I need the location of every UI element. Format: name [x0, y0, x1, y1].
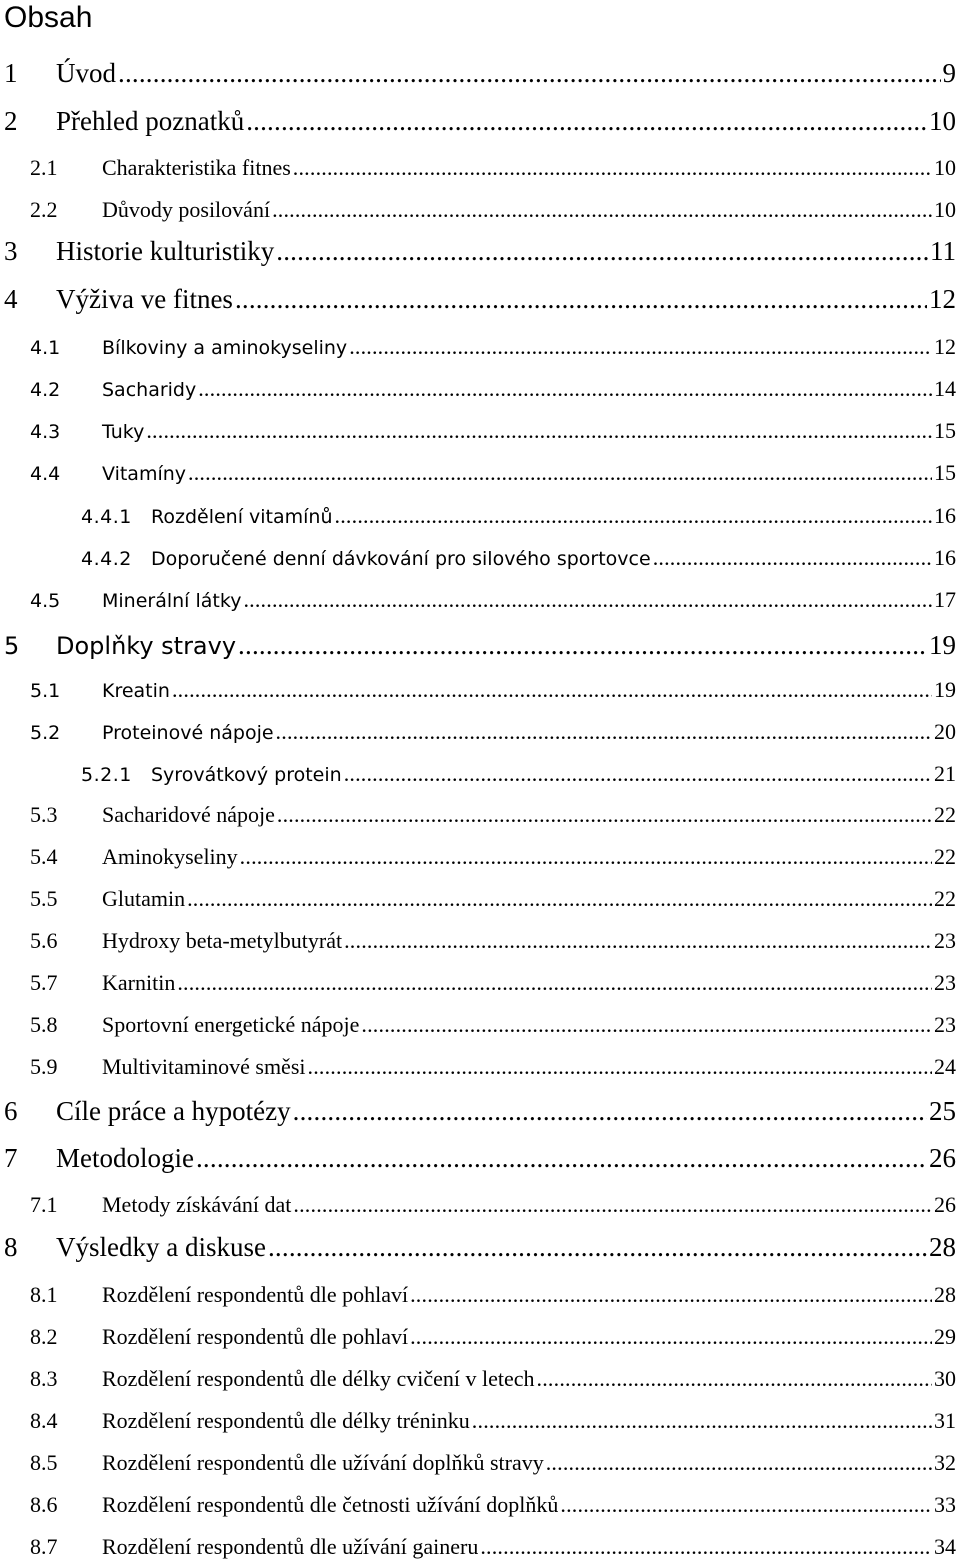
entry-title: Doporučené denní dávkování pro silového sportovce [151, 548, 651, 570]
dot-leader [177, 970, 932, 996]
toc-entry-8-2[interactable] [0, 1324, 956, 1350]
entry-title: Sacharidy [102, 379, 197, 401]
dot-leader [410, 1282, 932, 1308]
dot-leader [276, 236, 928, 267]
entry-page: 16 [934, 503, 956, 528]
entry-number: 8.2 [30, 1324, 58, 1349]
entry-page: 20 [934, 719, 956, 744]
entry-page: 22 [934, 802, 956, 827]
entry-title: Sacharidové nápoje [102, 802, 275, 827]
entry-number: 4.4 [30, 463, 61, 485]
entry-title: Výživa ve fitnes [56, 284, 233, 314]
toc-entry-1[interactable] [0, 58, 956, 89]
entry-number: 5 [4, 632, 20, 660]
entry-title: Rozdělení respondentů dle užívání doplňků stravy [102, 1450, 544, 1475]
toc-entry-4-4-2[interactable] [0, 545, 956, 571]
toc-entry-8-1[interactable] [0, 1282, 956, 1308]
entry-page: 17 [934, 587, 956, 612]
entry-title: Tuky [102, 421, 145, 443]
toc-entry-5-3[interactable] [0, 802, 956, 828]
dot-leader [187, 886, 932, 912]
toc-entry-5-7[interactable] [0, 970, 956, 996]
entry-page: 28 [929, 1232, 956, 1262]
dot-leader [118, 58, 941, 89]
entry-title: Rozdělení respondentů dle délky cvičení v letech [102, 1366, 535, 1391]
toc-entry-8-7[interactable] [0, 1534, 956, 1560]
dot-leader [198, 376, 932, 402]
entry-number: 5.4 [30, 844, 58, 869]
dot-leader [344, 761, 932, 787]
entry-title: Metody získávání dat [102, 1192, 292, 1217]
entry-number: 1 [4, 58, 18, 88]
entry-title: Důvody posilování [102, 197, 271, 222]
entry-page: 10 [929, 106, 956, 136]
entry-page: 15 [934, 418, 956, 443]
dot-leader [246, 106, 927, 137]
dot-leader [272, 197, 932, 223]
entry-number: 2 [4, 106, 18, 136]
dot-leader [293, 155, 932, 181]
entry-title: Rozdělení respondentů dle pohlaví [102, 1324, 409, 1349]
toc-entry-5-9[interactable] [0, 1054, 956, 1080]
entry-page: 9 [942, 58, 956, 88]
dot-leader [293, 1192, 932, 1218]
entry-page: 19 [929, 630, 956, 660]
dot-leader [196, 1143, 927, 1174]
entry-number: 4.4.1 [81, 506, 132, 528]
dot-leader [653, 545, 932, 571]
entry-number: 7.1 [30, 1192, 58, 1217]
page-title: Obsah [4, 1, 93, 34]
toc-entry-8-3[interactable] [0, 1366, 956, 1392]
entry-title: Karnitin [102, 970, 176, 995]
entry-page: 12 [929, 284, 956, 314]
entry-page: 24 [934, 1054, 956, 1079]
entry-number: 8.1 [30, 1282, 58, 1307]
entry-title: Kreatin [102, 680, 170, 702]
toc-entry-8-5[interactable] [0, 1450, 956, 1476]
entry-page: 22 [934, 886, 956, 911]
entry-title: Bílkoviny a aminokyseliny [102, 337, 348, 359]
entry-title: Rozdělení respondentů dle četnosti užívání doplňků [102, 1492, 559, 1517]
toc-entry-5-2-1[interactable] [0, 761, 956, 787]
entry-title: Vitamíny [102, 463, 187, 485]
dot-leader [238, 630, 927, 661]
entry-title: Rozdělení respondentů dle užívání gaineru [102, 1534, 479, 1559]
entry-number: 8.4 [30, 1408, 58, 1433]
toc-entry-4-4[interactable] [0, 460, 956, 486]
entry-number: 4.5 [30, 590, 61, 612]
dot-leader [546, 1450, 932, 1476]
entry-title: Metodologie [56, 1143, 194, 1173]
toc-entry-5-5[interactable] [0, 886, 956, 912]
dot-leader [268, 1232, 927, 1263]
entry-page: 34 [934, 1534, 956, 1559]
entry-page: 22 [934, 844, 956, 869]
entry-title: Historie kulturistiky [56, 236, 275, 266]
entry-page: 14 [934, 376, 956, 401]
entry-page: 23 [934, 1012, 956, 1037]
toc-entry-8-6[interactable] [0, 1492, 956, 1518]
dot-leader [293, 1096, 927, 1127]
entry-number: 5.9 [30, 1054, 58, 1079]
dot-leader [560, 1492, 932, 1518]
entry-title: Hydroxy beta-metylbutyrát [102, 928, 343, 953]
entry-number: 8.3 [30, 1366, 58, 1391]
toc-entry-6[interactable] [0, 1096, 956, 1127]
dot-leader [146, 418, 932, 444]
toc-entry-5-1[interactable] [0, 677, 956, 703]
entry-page: 31 [934, 1408, 956, 1433]
dot-leader [472, 1408, 932, 1434]
entry-title: Minerální látky [102, 590, 242, 612]
toc-entry-7-1[interactable] [0, 1192, 956, 1218]
entry-page: 32 [934, 1450, 956, 1475]
entry-page: 26 [934, 1192, 956, 1217]
entry-title: Proteinové nápoje [102, 722, 274, 744]
toc-entry-5-6[interactable] [0, 928, 956, 954]
entry-page: 25 [929, 1096, 956, 1126]
dot-leader [243, 587, 932, 613]
entry-number: 8 [4, 1232, 18, 1262]
entry-title: Aminokyseliny [102, 844, 238, 869]
entry-number: 5.3 [30, 802, 58, 827]
dot-leader [335, 503, 932, 529]
entry-title: Multivitaminové směsi [102, 1054, 306, 1079]
entry-title: Rozdělení vitamínů [151, 506, 333, 528]
toc-entry-8[interactable] [0, 1232, 956, 1263]
entry-number: 3 [4, 236, 18, 266]
toc-entry-3[interactable] [0, 236, 956, 267]
dot-leader [277, 802, 932, 828]
entry-page: 23 [934, 928, 956, 953]
entry-page: 12 [934, 334, 956, 359]
entry-page: 23 [934, 970, 956, 995]
entry-number: 5.5 [30, 886, 58, 911]
toc-entry-4-5[interactable] [0, 587, 956, 613]
entry-number: 4 [4, 284, 18, 314]
entry-number: 5.2.1 [81, 764, 132, 786]
dot-leader [235, 284, 927, 315]
entry-title: Sportovní energetické nápoje [102, 1012, 360, 1037]
entry-number: 7 [4, 1143, 18, 1173]
entry-title: Výsledky a diskuse [56, 1232, 266, 1262]
entry-page: 21 [934, 761, 956, 786]
entry-number: 6 [4, 1096, 18, 1126]
entry-title: Doplňky stravy [56, 632, 237, 660]
entry-number: 8.5 [30, 1450, 58, 1475]
entry-page: 16 [934, 545, 956, 570]
toc-entry-2[interactable] [0, 106, 956, 137]
dot-leader [172, 677, 932, 703]
dot-leader [188, 460, 932, 486]
dot-leader [361, 1012, 932, 1038]
entry-number: 2.1 [30, 155, 58, 180]
toc-entry-5[interactable] [0, 630, 956, 661]
dot-leader [276, 719, 932, 745]
entry-number: 4.1 [30, 337, 61, 359]
entry-number: 5.8 [30, 1012, 58, 1037]
entry-title: Přehled poznatků [56, 106, 245, 136]
entry-title: Rozdělení respondentů dle pohlaví [102, 1282, 409, 1307]
entry-number: 2.2 [30, 197, 58, 222]
entry-title: Charakteristika fitnes [102, 155, 291, 180]
entry-page: 11 [930, 236, 956, 266]
entry-title: Syrovátkový protein [151, 764, 342, 786]
dot-leader [240, 844, 932, 870]
entry-number: 4.2 [30, 379, 61, 401]
toc-entry-5-8[interactable] [0, 1012, 956, 1038]
toc-entry-7[interactable] [0, 1143, 956, 1174]
entry-title: Úvod [56, 58, 116, 88]
entry-page: 10 [934, 197, 956, 222]
entry-title: Cíle práce a hypotézy [56, 1096, 291, 1126]
entry-title: Rozdělení respondentů dle délky tréninku [102, 1408, 470, 1433]
toc-entry-2-2[interactable] [0, 197, 956, 223]
entry-number: 8.6 [30, 1492, 58, 1517]
toc-entry-4-2[interactable] [0, 376, 956, 402]
toc-entry-4-1[interactable] [0, 334, 956, 360]
entry-page: 15 [934, 460, 956, 485]
toc-entry-4-3[interactable] [0, 418, 956, 444]
entry-page: 19 [934, 677, 956, 702]
entry-page: 26 [929, 1143, 956, 1173]
toc-entry-2-1[interactable] [0, 155, 956, 181]
dot-leader [344, 928, 932, 954]
entry-page: 30 [934, 1366, 956, 1391]
toc-entry-8-4[interactable] [0, 1408, 956, 1434]
entry-number: 5.1 [30, 680, 61, 702]
toc-entry-5-4[interactable] [0, 844, 956, 870]
entry-page: 28 [934, 1282, 956, 1307]
toc-entry-4[interactable] [0, 284, 956, 315]
entry-page: 33 [934, 1492, 956, 1517]
entry-number: 8.7 [30, 1534, 58, 1559]
dot-leader [410, 1324, 932, 1350]
entry-number: 5.7 [30, 970, 58, 995]
entry-page: 29 [934, 1324, 956, 1349]
entry-number: 5.6 [30, 928, 58, 953]
entry-number: 4.3 [30, 421, 61, 443]
entry-title: Glutamin [102, 886, 186, 911]
entry-page: 10 [934, 155, 956, 180]
toc-entry-5-2[interactable] [0, 719, 956, 745]
dot-leader [308, 1054, 933, 1080]
dot-leader [537, 1366, 932, 1392]
dot-leader [480, 1534, 932, 1560]
entry-number: 4.4.2 [81, 548, 132, 570]
toc-entry-4-4-1[interactable] [0, 503, 956, 529]
entry-number: 5.2 [30, 722, 61, 744]
dot-leader [349, 334, 932, 360]
